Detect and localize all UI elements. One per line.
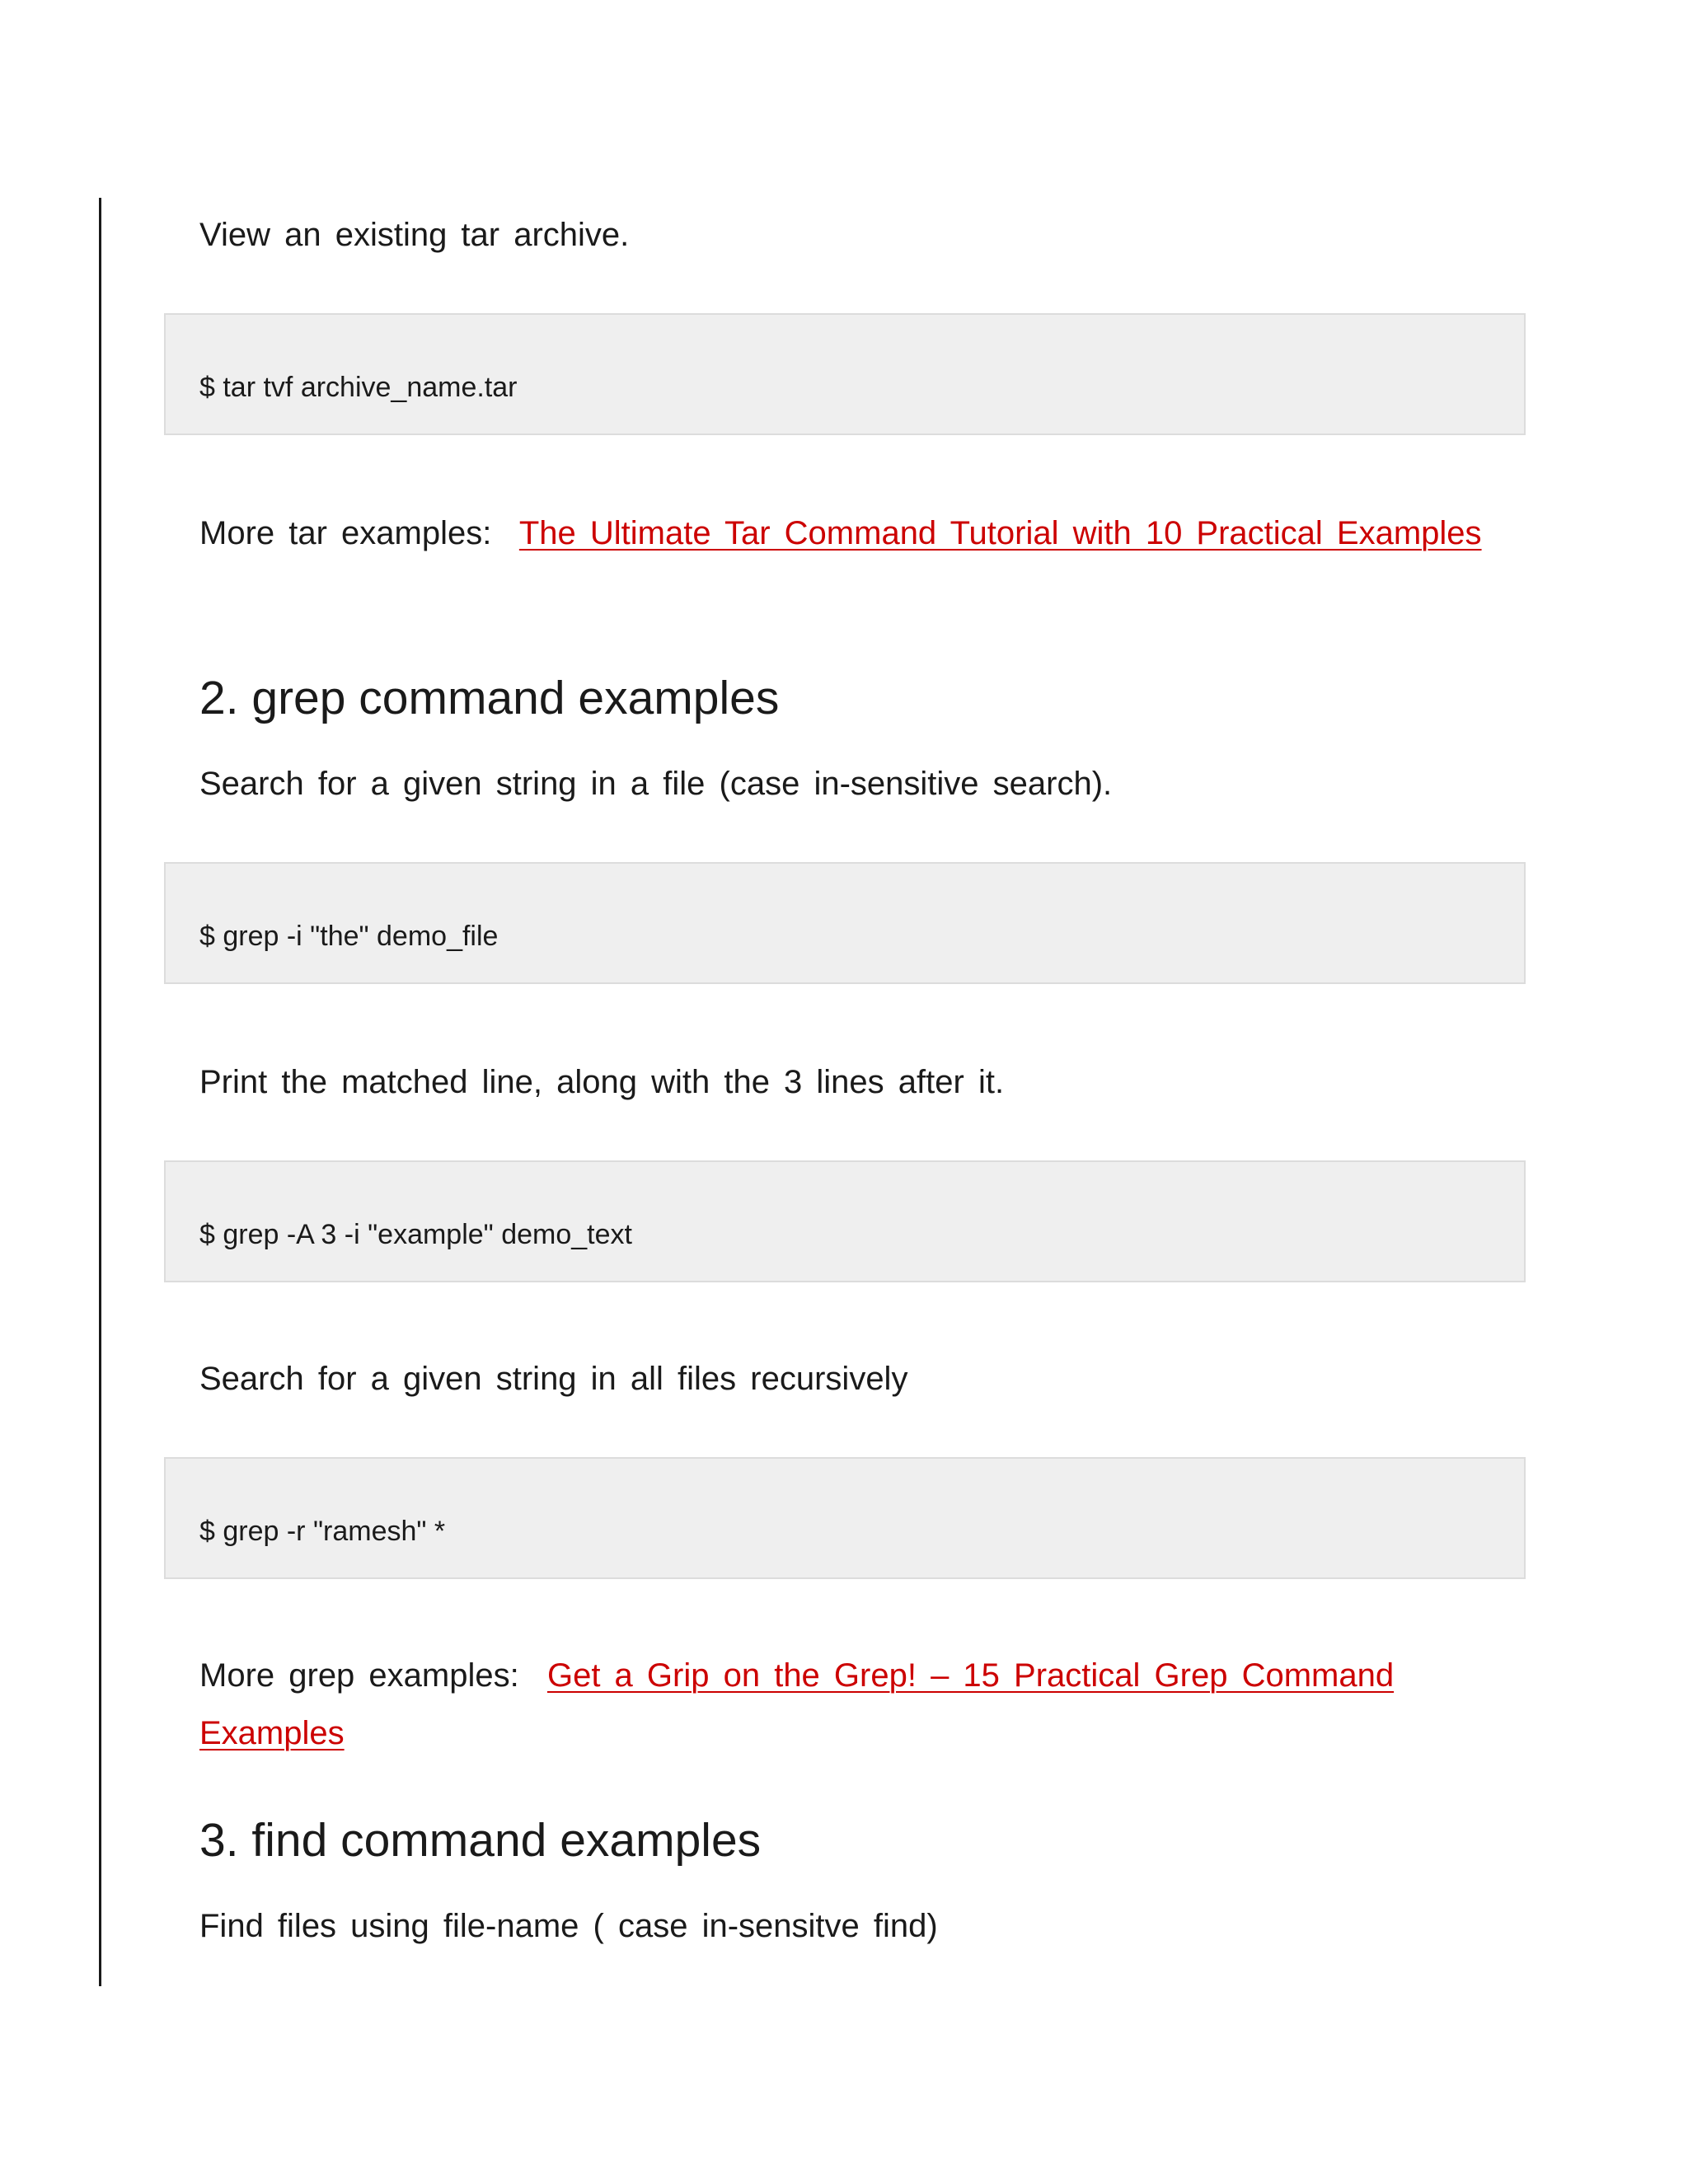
code-text: $ grep -r "ramesh" *	[199, 1516, 446, 1547]
paragraph-view-tar: View an existing tar archive.	[199, 217, 630, 253]
paragraph-find-files: Find files using file-name ( case in-sensitve find)	[199, 1908, 938, 1944]
left-vertical-rule	[99, 198, 101, 1986]
heading-find: 3. find command examples	[199, 1814, 762, 1867]
more-grep-label: More grep examples:	[199, 1657, 519, 1694]
paragraph-grep-after: Print the matched line, along with the 3 lines after it.	[199, 1064, 1005, 1100]
code-text: $ grep -A 3 -i "example" demo_text	[199, 1219, 632, 1250]
code-text: $ tar tvf archive_name.tar	[199, 372, 518, 403]
code-block-tar-tvf	[164, 313, 1526, 435]
paragraph-more-grep	[199, 1647, 1485, 1762]
code-block-grep-a	[164, 1160, 1526, 1282]
paragraph-grep-search: Search for a given string in a file (case in-sensitive search).	[199, 766, 1113, 802]
code-block-grep-i	[164, 862, 1526, 984]
grep-tutorial-link[interactable]: Get a Grip on the Grep! – 15 Practical Grep Command Examples	[199, 1657, 1395, 1751]
code-block-grep-r	[164, 1457, 1526, 1579]
tar-tutorial-link[interactable]: The Ultimate Tar Command Tutorial with 10 Practical Examples	[518, 515, 1482, 551]
more-tar-label: More tar examples:	[199, 515, 492, 551]
code-text: $ grep -i "the" demo_file	[199, 921, 499, 952]
paragraph-more-tar	[199, 504, 1485, 562]
paragraph-grep-recursive: Search for a given string in all files recursively	[199, 1361, 908, 1397]
heading-grep: 2. grep command examples	[199, 672, 780, 724]
